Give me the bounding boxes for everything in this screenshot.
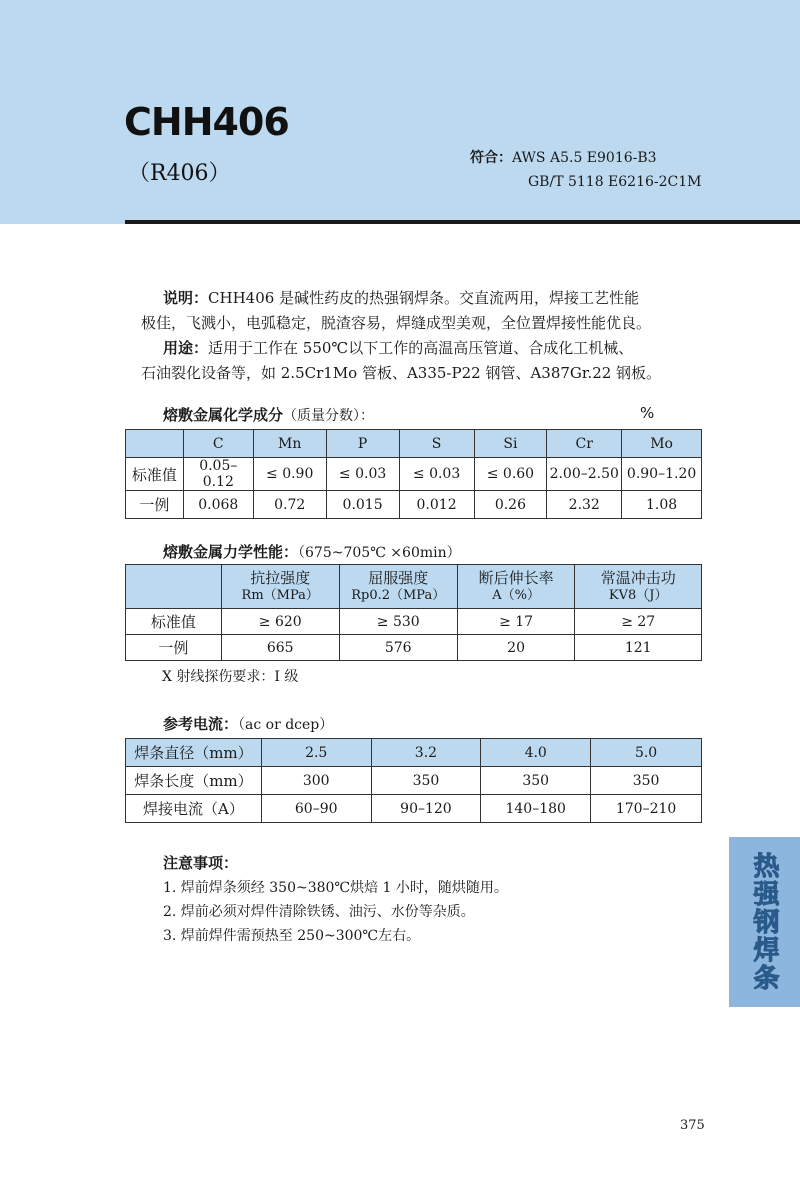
standard-gb: GB/T 5118 E6216-2C1M (528, 174, 702, 190)
page-number: 375 (680, 1118, 705, 1133)
table-cell: 0.015 (326, 491, 399, 519)
table-row (126, 491, 702, 519)
usage-label: 用途： (163, 339, 209, 357)
header-unit: KV8（J） (608, 587, 668, 603)
table-cell: 一例 (126, 635, 222, 661)
table-cell: Mn (253, 430, 326, 458)
table-cell: Mo (622, 430, 702, 458)
table-cell: 焊条长度（mm） (126, 767, 262, 795)
header-line: 抗拉强度 (250, 568, 311, 587)
table-cell: 焊接电流（A） (126, 795, 262, 823)
table-cell: 2.00–2.50 (547, 458, 622, 491)
table-cell: ≥ 17 (457, 609, 575, 635)
table-cell: 140–180 (481, 795, 591, 823)
current-title (163, 713, 333, 734)
description-text-2: 极佳，飞溅小，电弧稳定，脱渣容易，焊缝成型美观，全位置焊接性能优良。 (141, 314, 652, 332)
current-table (125, 738, 702, 823)
table-cell: 一例 (126, 491, 184, 519)
table-cell: 350 (371, 767, 481, 795)
table-cell: P (326, 430, 399, 458)
table-cell: 20 (457, 635, 575, 661)
current-note: （ac or dcep） (238, 717, 334, 733)
table-header-cell (457, 565, 575, 609)
header-rule (125, 220, 800, 224)
table-cell: ≤ 0.03 (326, 458, 399, 491)
standard-label: 符合： (470, 150, 512, 166)
table-cell: ≥ 620 (221, 609, 339, 635)
table-cell: ≤ 0.03 (399, 458, 474, 491)
table-cell: 170–210 (591, 795, 702, 823)
table-row (126, 609, 702, 635)
table-cell (126, 430, 184, 458)
table-cell: 300 (261, 767, 371, 795)
description-text: CHH406 是碱性药皮的热强钢焊条。交直流两用，焊接工艺性能 (208, 289, 640, 307)
table-header-cell (126, 565, 222, 609)
table-cell: ≤ 0.60 (474, 458, 547, 491)
table-cell: 1.08 (622, 491, 702, 519)
table-cell: ≥ 27 (575, 609, 702, 635)
notes-title: 注意事项： (163, 854, 239, 872)
standard-aws: AWS A5.5 E9016-B3 (512, 150, 657, 166)
description-label: 说明： (163, 289, 209, 307)
table-cell: 标准值 (126, 609, 222, 635)
table-cell: 0.05–0.12 (183, 458, 253, 491)
table-cell: 0.26 (474, 491, 547, 519)
table-cell: Si (474, 430, 547, 458)
header-unit: Rp0.2（MPa） (351, 587, 446, 603)
mechanical-note: （675~705℃ ×60min） (298, 545, 461, 561)
table-cell: 2.5 (261, 739, 371, 767)
current-title-text: 参考电流： (163, 715, 239, 733)
header-unit: A（%） (492, 587, 540, 603)
table-cell: 焊条直径（mm） (126, 739, 262, 767)
table-cell: 3.2 (371, 739, 481, 767)
header-line: 常温冲击功 (600, 568, 676, 587)
chemistry-title (163, 404, 374, 425)
table-cell: 121 (575, 635, 702, 661)
usage-text: 适用于工作在 550℃以下工作的高温高压管道、合成化工机械、 (208, 339, 634, 357)
header-line: 断后伸长率 (478, 568, 554, 587)
table-cell: 90–120 (371, 795, 481, 823)
table-cell: ≥ 530 (339, 609, 457, 635)
table-cell: 5.0 (591, 739, 702, 767)
table-row (126, 458, 702, 491)
standards-block (470, 146, 702, 194)
table-cell: 350 (591, 767, 702, 795)
table-row (126, 635, 702, 661)
product-title: CHH406 (124, 100, 289, 144)
table-cell: 0.012 (399, 491, 474, 519)
table-header-cell (221, 565, 339, 609)
table-cell: 2.32 (547, 491, 622, 519)
note-item: 1. 焊前焊条须经 350~380℃烘焙 1 小时，随烘随用。 (163, 880, 508, 896)
table-header-cell (575, 565, 702, 609)
table-cell: C (183, 430, 253, 458)
table-cell: 665 (221, 635, 339, 661)
table-cell: ≤ 0.90 (253, 458, 326, 491)
table-header-row (126, 565, 702, 609)
usage-text-2: 石油裂化设备等，如 2.5Cr1Mo 管板、A335-P22 钢管、A387Gr.22 钢板。 (141, 364, 662, 382)
table-cell: 标准值 (126, 458, 184, 491)
table-cell: 576 (339, 635, 457, 661)
table-cell: 0.068 (183, 491, 253, 519)
table-cell: Cr (547, 430, 622, 458)
note-item: 2. 焊前必须对焊件清除铁锈、油污、水份等杂质。 (163, 904, 475, 920)
table-header-row (126, 430, 702, 458)
note-item: 3. 焊前焊件需预热至 250~300℃左右。 (163, 928, 421, 944)
chemistry-note: （质量分数）： (283, 408, 375, 424)
chemistry-unit: % (640, 404, 655, 422)
header-line: 屈服强度 (368, 568, 429, 587)
table-cell: 350 (481, 767, 591, 795)
table-cell: 4.0 (481, 739, 591, 767)
table-cell: 60–90 (261, 795, 371, 823)
table-header-cell (339, 565, 457, 609)
table-row (126, 767, 702, 795)
notes-list (163, 876, 508, 948)
product-subtitle: （R406） (128, 161, 231, 186)
chemistry-table (125, 429, 702, 519)
table-cell: 0.72 (253, 491, 326, 519)
chemistry-title-text: 熔敷金属化学成分 (163, 406, 284, 424)
xray-requirement: X 射线探伤要求：I 级 (162, 669, 299, 685)
mechanical-table (125, 564, 702, 661)
header-unit: Rm（MPa） (241, 587, 319, 603)
side-tab (729, 837, 800, 1007)
mechanical-title (163, 541, 461, 562)
side-tab-label: 热强钢焊条 (749, 852, 779, 992)
mechanical-title-text: 熔敷金属力学性能： (163, 543, 299, 561)
table-cell: S (399, 430, 474, 458)
table-row (126, 739, 702, 767)
table-row (126, 795, 702, 823)
description-block (141, 286, 723, 386)
table-cell: 0.90–1.20 (622, 458, 702, 491)
